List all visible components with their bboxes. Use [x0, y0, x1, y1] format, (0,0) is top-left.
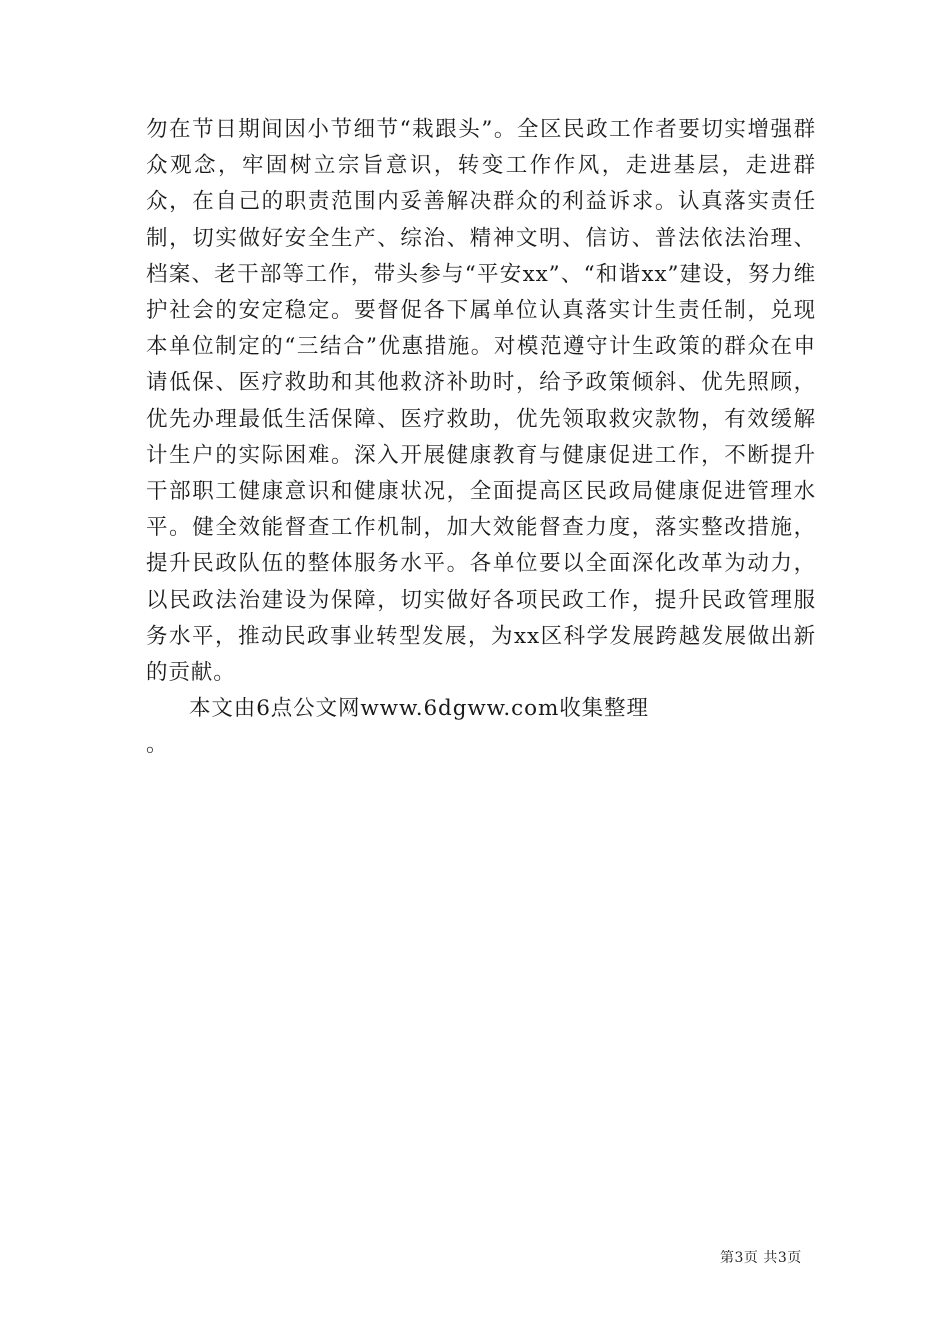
document-body	[146, 112, 816, 764]
page-footer: 第3页 共3页	[720, 1250, 802, 1266]
trailing-punctuation: 。	[146, 732, 169, 758]
body-paragraph: 勿在节日期间因小节细节“栽跟头”。全区民政工作者要切实增强群众观念，牢固树立宗旨意识，转变工作作风，走进基层，走进群众，在自己的职责范围内妥善解决群众的利益诉求。认真落实责任制，切实做好安全生产、综治、精神文明、信访、普法依法治理、档案、老干部等工作，带头参与“平安xx”、“和谐xx”建设，努力维护社会的安定稳定。要督促各下属单位认真落实计生责任制，兑现本单位制定的“三结合”优惠措施。对模范遵守计生政策的群众在申请低保、医疗救助和其他救济补助时，给予政策倾斜、优先照顾，优先办理最低生活保障、医疗救助，优先领取救灾款物，有效缓解计生户的实际困难。深入开展健康教育与健康促进工作，不断提升干部职工健康意识和健康状况，全面提高区民政局健康促进管理水平。健全效能督查工作机制，加大效能督查力度，落实整改措施，提升民政队伍的整体服务水平。各单位要以全面深化改革为动力，以民政法治建设为保障，切实做好各项民政工作，提升民政管理服务水平，推动民政事业转型发展，为xx区科学发展跨越发展做出新的贡献。	[146, 117, 816, 686]
source-note: 本文由6点公文网www.6dgww.com收集整理	[189, 696, 649, 722]
